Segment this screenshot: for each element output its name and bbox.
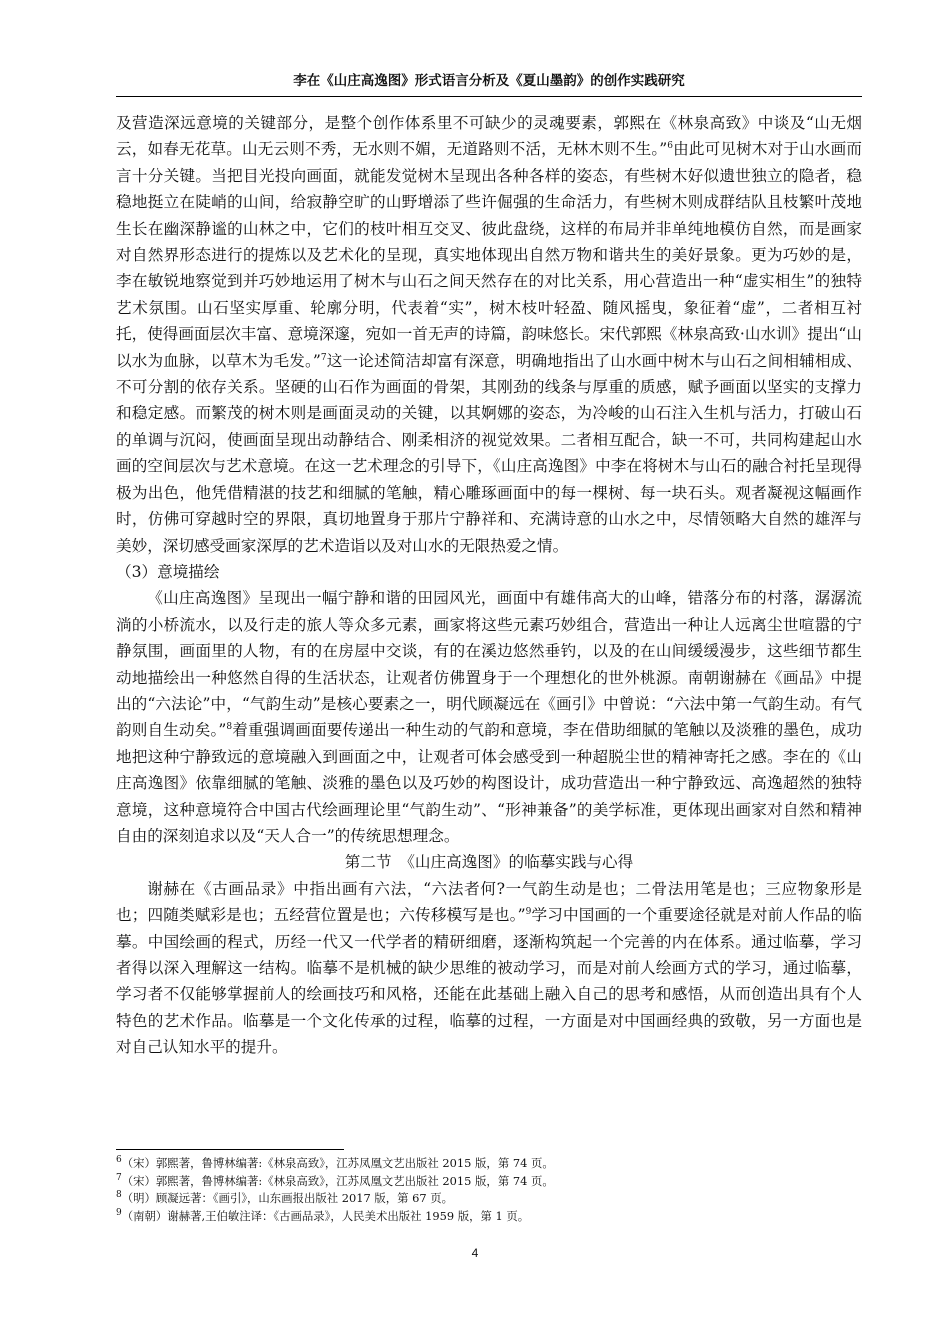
paragraph-text: 谢赫在《古画品录》中指出画有六法，“六法者何?一气韵生动是也；二骨法用笔是也；三应物象形是也；四随类赋彩是也；五经营位置是也；六传移模写是也。” [116,879,862,925]
section-title: 第二节 《山庄高逸图》的临摹实践与心得 [344,853,634,872]
page-number: 4 [471,1246,479,1260]
footnote-number: 6 [116,1155,122,1166]
paragraph-text: 着重强调画面要传递出一种生动的气韵和意境，李在借助细腻的笔触以及淡雅的墨色，成功地把这种宁静致远的意境融入到画面之中，让观者可体会感受到一种超脱尘世的精神寄托之感。李在的《山庄高逸图》依靠细腻的笔触、淡雅的墨色以及巧妙的构图设计，成功营造出一种宁静致远、高逸超然的独特意境，这种意境符合中国古代绘画理论里“气韵生动”、“形神兼备”的美学标准，更体现出画家对自然和精神自由的深刻追求以及“天人合一”的传统思想理念。 [116,721,862,845]
footnote-text: （宋）郭熙著，鲁博林编著:《林泉高致》，江苏凤凰文艺出版社 2015 版，第 74 页。 [121,1156,554,1170]
footnote-divider [116,1149,344,1150]
footnotes [116,1155,862,1225]
footnote-number: 9 [116,1207,122,1218]
footnote-text: （宋）郭熙著，鲁博林编著:《林泉高致》，江苏凤凰文艺出版社 2015 版，第 74 页。 [121,1173,554,1188]
footnote-ref-9[interactable]: 9 [525,907,532,917]
subsection-heading: （3）意境描绘 [116,562,220,581]
footnote-number: 7 [116,1172,122,1183]
paragraph-text: 由此可见树木对于山水画而言十分关键。当把目光投向画面，就能发觉树木呈现出各种各样的姿态，有些树木好似遗世独立的隐者，稳稳地挺立在陡峭的山间，给寂静空旷的山野增添了些许倔强的生命活力，有些树木则成群结队且枝繁叶茂地生长在幽深静谧的山林之中，它们的枝叶相互交叉、彼此盘绕，这样的布局并非单纯地模仿自然，而是画家对自然界形态进行的提炼以及艺术化的呈现，真实地体现出自然万物和谐共生的美好景象。更为巧妙的是，李在敏锐地察觉到并巧妙地运用了树木与山石之间天然存在的对比关系，用心营造出一种“虚实相生”的独特艺术氛围。山石坚实厚重、轮廓分明，代表着“实”，树木枝叶轻盈、随风摇曳，象征着“虚”，二者相互衬托，使得画面层次丰富、意境深邃，宛如一首无声的诗篇，韵味悠长。宋代郭熙《林泉高致·山水训》提出“山以水为血脉，以草木为毛发。” [116,140,862,370]
paragraph-text: 《山庄高逸图》呈现出一幅宁静和谐的田园风光，画面中有雄伟高大的山峰，错落分布的村落，潺潺流淌的小桥流水，以及行走的旅人等众多元素，画家将这些元素巧妙组合，营造出一种让人远离尘世喧嚣的宁静氛围，画面里的人物，有的在房屋中交谈，有的在溪边悠然垂钓，以及的在山间缓缓漫步，这些细节都生动地描绘出一种悠然自得的生活状态，让观者仿佛置身于一个理想化的世外桃源。南朝谢赫在《画品》中提出的“六法论”中，“气韵生动”是核心要素之一，明代顾凝远在《画引》中曾说：“六法中第一气韵生动。有气韵则自生动矣。” [116,589,862,740]
paragraph-text: 这一论述简洁却富有深意，明确地指出了山水画中树木与山石之间相辅相成、不可分割的依存关系。坚硬的山石作为画面的骨架，其刚劲的线条与厚重的质感，赋予画面以坚实的支撑力和稳定感。而繁茂的树木则是画面灵动的关键，以其婀娜的姿态，为冷峻的山石注入生机与活力，打破山石的单调与沉闷，使画面呈现出动静结合、刚柔相济的视觉效果。二者相互配合，缺一不可，共同构建起山水画的空间层次与艺术意境。在这一艺术理念的引导下，《山庄高逸图》中李在将树木与山石的融合衬托呈现得极为出色，他凭借精湛的技艺和细腻的笔触，精心雕琢画面中的每一棵树、每一块石头。观者凝视这幅画作时，仿佛可穿越时空的界限，真切地置身于那片宁静祥和、充满诗意的山水之中，尽情领略大自然的雄浑与美妙，深切感受画家深厚的艺术造诣以及对山水的无限热爱之情。 [116,351,862,555]
paragraph-artistic-conception [116,585,862,849]
main-body [116,110,862,1061]
footnote-ref-8[interactable]: 8 [226,722,233,733]
running-header [116,70,862,97]
paragraph-trees-and-rocks [116,110,862,559]
footnote-number: 8 [116,1190,122,1201]
running-title: 李在《山庄高逸图》形式语言分析及《夏山墨韵》的创作实践研究 [293,73,685,89]
footnote-item [116,1190,862,1208]
paragraph-text: 学习中国画的一个重要途径就是对前人作品的临摹。中国绘画的程式，历经一代又一代学者的精研细磨，逐渐构筑起一个完善的内在体系。通过临摹，学习者得以深入理解这一结构。临摹不是机械的缺少思维的被动学习，而是对前人绘画方式的学习，通过临摹，学习者不仅能够掌握前人的绘画技巧和风格，还能在此基础上融入自己的思考和感悟，从而创造出具有个人特色的艺术作品。临摹是一个文化传承的过程，临摹的过程，一方面是对中国画经典的致敬，另一方面也是对自己认知水平的提升。 [116,906,862,1057]
footnote-ref-7[interactable]: 7 [320,352,327,363]
footnote-item [116,1208,862,1226]
footnote-item [116,1155,862,1173]
footnote-ref-6[interactable]: 6 [667,141,674,152]
footnote-text: （南朝）谢赫著,王伯敏注译：《古画品录》，人民美术出版社 1959 版，第 1 页。 [121,1208,530,1223]
footnote-text: （明）顾凝远著：《画引》，山东画报出版社 2017 版，第 67 页。 [121,1191,454,1205]
paragraph-text: 及营造深远意境的关键部分，是整个创作体系里不可缺少的灵魂要素，郭熙在《林泉高致》中谈及“山无烟云，如春无花草。山无云则不秀，无水则不媚，无道路则不活，无林木则不生。” [116,114,862,159]
paragraph-copying-practice [116,876,862,1061]
footnote-item [116,1173,862,1191]
